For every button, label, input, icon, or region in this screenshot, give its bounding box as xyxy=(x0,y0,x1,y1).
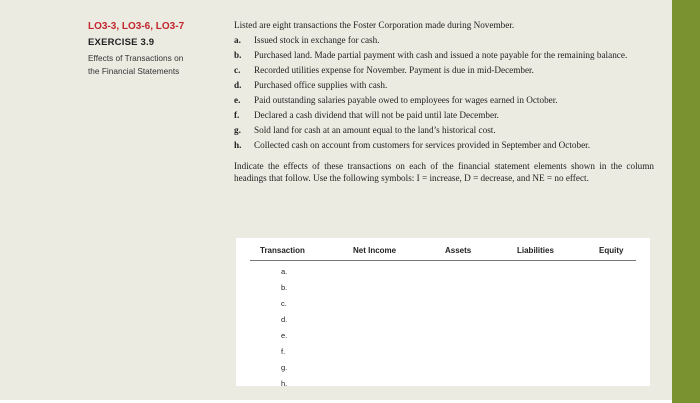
transaction-item-b xyxy=(234,50,654,61)
item-letter: a. xyxy=(234,35,241,45)
item-letter: b. xyxy=(234,50,242,60)
exercise-sidebar xyxy=(88,20,228,78)
item-text: Declared a cash dividend that will not be paid until late December. xyxy=(254,110,499,120)
table-row-label: d. xyxy=(281,315,288,324)
exercise-body xyxy=(234,20,654,184)
item-text: Purchased office supplies with cash. xyxy=(254,80,388,90)
right-edge-strip xyxy=(672,0,700,403)
transaction-item-e xyxy=(234,95,654,106)
column-header-net-income: Net Income xyxy=(353,246,397,255)
table-row-label: e. xyxy=(281,331,288,340)
column-header-transaction: Transaction xyxy=(260,246,305,255)
item-letter: h. xyxy=(234,140,242,150)
table-row-label: f. xyxy=(281,347,286,356)
item-letter: d. xyxy=(234,80,242,90)
instruction-text: Indicate the effects of these transactions on each of the financial statement elements shown in the column headings that follow. Use the following symbols: I = increase, D = decrease, and NE = no effect. xyxy=(234,161,654,183)
item-text: Issued stock in exchange for cash. xyxy=(254,35,380,45)
item-letter: e. xyxy=(234,95,241,105)
exercise-title: EXERCISE 3.9 xyxy=(88,37,155,48)
column-header-liabilities: Liabilities xyxy=(517,246,554,255)
learning-objectives: LO3-3, LO3-6, LO3-7 xyxy=(88,21,185,32)
item-letter: f. xyxy=(234,110,240,120)
transaction-list xyxy=(234,35,654,151)
header-rule xyxy=(250,260,636,261)
table-row-label: c. xyxy=(281,299,287,308)
item-letter: c. xyxy=(234,65,241,75)
item-text: Purchased land. Made partial payment with cash and issued a note payable for the remaining balance. xyxy=(254,50,628,60)
table-row-label: b. xyxy=(281,283,288,292)
transaction-item-d xyxy=(234,80,654,91)
transaction-item-c xyxy=(234,65,654,76)
intro-text: Listed are eight transactions the Foster Corporation made during November. xyxy=(234,20,515,30)
transaction-item-h xyxy=(234,140,654,151)
table-row-label: g. xyxy=(281,363,288,372)
item-text: Paid outstanding salaries payable owed to employees for wages earned in October. xyxy=(254,95,558,105)
item-text: Collected cash on account from customers for services provided in September and October. xyxy=(254,140,591,150)
item-text: Recorded utilities expense for November. Payment is due in mid-December. xyxy=(254,65,534,75)
exercise-subtitle xyxy=(88,52,228,78)
exercise-subtitle-line-1: Effects of Transactions on xyxy=(88,53,184,63)
transaction-item-a xyxy=(234,35,654,46)
item-letter: g. xyxy=(234,125,241,135)
table-row-label: a. xyxy=(281,267,288,276)
transaction-item-f xyxy=(234,110,654,121)
exercise-subtitle-line-2: the Financial Statements xyxy=(88,66,180,76)
item-text: Sold land for cash at an amount equal to the land’s historical cost. xyxy=(254,125,496,135)
effects-table xyxy=(236,238,650,386)
column-header-equity: Equity xyxy=(599,246,624,255)
transaction-item-g xyxy=(234,125,654,136)
column-header-assets: Assets xyxy=(445,246,472,255)
table-row-label: h. xyxy=(281,379,288,388)
